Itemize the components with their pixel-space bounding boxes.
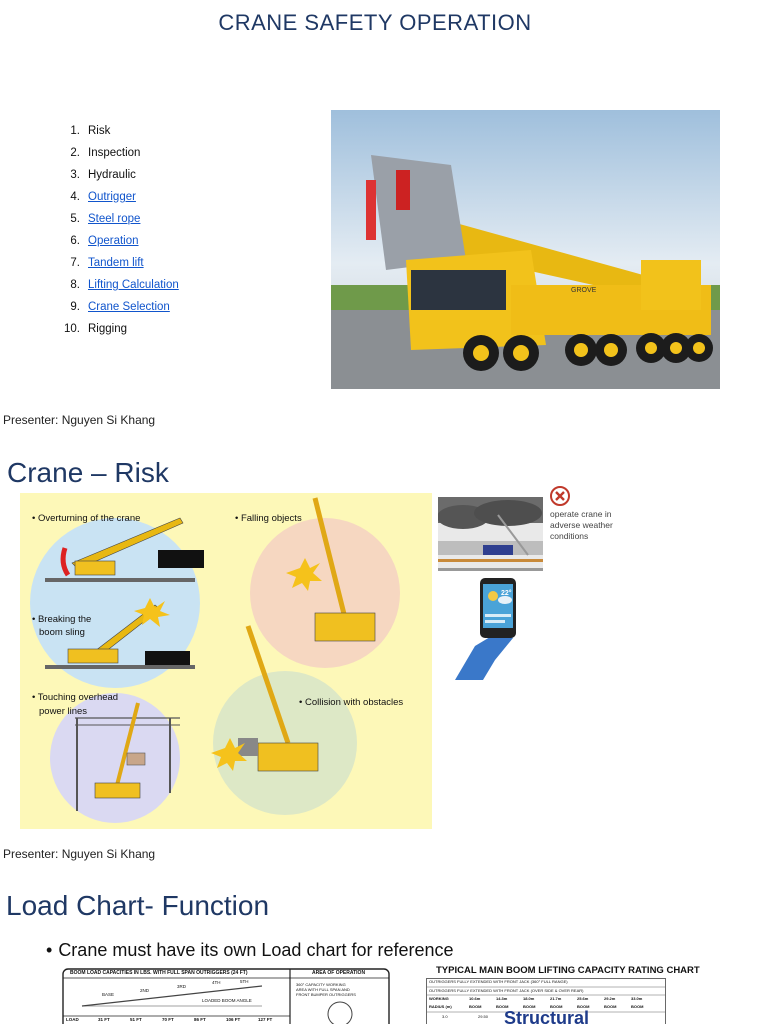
chart1-row-label: 70 FT (162, 1017, 174, 1022)
chart1-row-label: 51 FT (130, 1017, 142, 1022)
chart1-section: 4TH (212, 980, 221, 985)
chart2-cell: WORKING (429, 996, 449, 1001)
topic-link[interactable]: Operation (88, 235, 139, 247)
topic-item (58, 318, 179, 340)
chart1-section: 2ND (140, 988, 150, 993)
load-chart-image-2 (426, 978, 666, 1024)
bullet-text: Crane must have its own Load chart for reference (58, 940, 454, 960)
chart2-title: TYPICAL MAIN BOOM LIFTING CAPACITY RATING CHART (436, 965, 700, 976)
chart2-cell: 25.6m (577, 996, 589, 1001)
chart2-cell: BOOM (631, 1004, 644, 1009)
topic-number: 5. (70, 213, 80, 225)
chart1-angle-label: LOADED BOOM ANGLE (202, 998, 252, 1003)
slide3-title: Load Chart- Function (6, 890, 270, 921)
topic-number: 10. (64, 323, 80, 335)
chart2-cell: RADIUS (m) (429, 1004, 452, 1009)
chart1-section: 3RD (177, 984, 187, 989)
storm-weather-icon (438, 497, 543, 571)
chart2-cell: BOOM (469, 1004, 482, 1009)
chart2-cell: 29.2m (604, 996, 616, 1001)
risk-sling-label-1: • Breaking the (32, 614, 92, 625)
chart2-cell: BOOM (496, 1004, 509, 1009)
chart1-area-header: AREA OF OPERATION (312, 970, 366, 976)
photo-brand-text: GROVE (571, 287, 597, 294)
topic-number: 2. (70, 147, 80, 159)
chart1-area-text (296, 982, 356, 997)
weather-caption (550, 509, 630, 542)
topic-item[interactable] (58, 208, 179, 230)
chart1-row-label: 31 FT (98, 1017, 110, 1022)
risk-powerline-label-1: • Touching overhead (32, 692, 119, 703)
topic-number: 3. (70, 169, 80, 181)
topic-item (58, 142, 179, 164)
chart2-cell: 33.0m (631, 996, 643, 1001)
prohibited-x-icon (550, 486, 570, 506)
chart1-row-label: 86 FT (194, 1017, 206, 1022)
presenter-label: Presenter: Nguyen Si Khang (3, 413, 156, 427)
chart2-columns (429, 996, 658, 1001)
chart1-area-line: AREA WITH FULL SPAN AND (296, 987, 350, 992)
slide2-title: Crane – Risk (7, 457, 169, 488)
chart1-header: BOOM LOAD CAPACITIES IN LBS. WITH FULL SPAN OUTRIGGERS (24 FT) (70, 970, 248, 976)
topic-label: Rigging (88, 323, 127, 335)
topic-label: Hydraulic (88, 169, 136, 181)
topic-link[interactable]: Tandem lift (88, 257, 144, 269)
topic-item (58, 120, 179, 142)
topic-link[interactable]: Lifting Calculation (88, 279, 179, 291)
chart2-cell: BOOM (550, 1004, 563, 1009)
chart2-cell: 21.7m (550, 996, 562, 1001)
risk-collision-label: • Collision with obstacles (299, 697, 404, 708)
topic-link[interactable]: Crane Selection (88, 301, 170, 313)
weather-caption-line: conditions (550, 531, 589, 541)
risk-falling-label: • Falling objects (235, 513, 302, 524)
risk-powerline-label-2: power lines (39, 706, 88, 717)
topic-item (58, 164, 179, 186)
bullet-dot: • (46, 940, 53, 960)
topic-label: Inspection (88, 147, 141, 159)
chart1-area-line: FRONT BUMPER OUTRIGGERS (296, 992, 356, 997)
chart2-line2: OUTRIGGERS FULLY EXTENDED WITH FRONT JACK (OVER SIDE & OVER REAR) (429, 988, 584, 993)
topic-number: 4. (70, 191, 80, 203)
chart2-cell: 10.6m (469, 996, 481, 1001)
chart2-cell: 14.3m (496, 996, 508, 1001)
chart2-row-radius: 3.0 (442, 1014, 448, 1019)
topic-item[interactable] (58, 296, 179, 318)
chart2-cell: BOOM (577, 1004, 590, 1009)
topic-number: 7. (70, 257, 80, 269)
topic-link[interactable]: Steel rope (88, 213, 141, 225)
chart1-row-labels (66, 1017, 290, 1022)
risk-sling-label-2: boom sling (39, 627, 85, 638)
topic-item[interactable] (58, 230, 179, 252)
topic-number: 6. (70, 235, 80, 247)
phone-temp: 22° (501, 590, 512, 597)
chart1-section: BASE (102, 992, 115, 997)
chart1-area-line: 360° CAPACITY WORKING (296, 982, 346, 987)
topic-item[interactable] (58, 252, 179, 274)
topic-number: 1. (70, 125, 80, 137)
chart1-row-label: 106 FT (226, 1017, 241, 1022)
chart1-section: 5TH (240, 979, 249, 984)
topic-number: 8. (70, 279, 80, 291)
chart1-row-label: LOAD (66, 1017, 79, 1022)
topic-link[interactable]: Outrigger (88, 191, 136, 203)
topic-list (58, 120, 179, 340)
weather-caption-line: operate crane in (550, 509, 612, 519)
presenter-label: Presenter: Nguyen Si Khang (3, 847, 156, 861)
topic-number: 9. (70, 301, 80, 313)
load-chart-image-1 (62, 968, 390, 1024)
phone-weather-icon (455, 576, 525, 680)
chart2-row-value: 29.50 (478, 1014, 489, 1019)
risk-illustration-panel (20, 493, 432, 829)
chart2-cell: BOOM (523, 1004, 536, 1009)
topic-item[interactable] (58, 274, 179, 296)
slide1-title: CRANE SAFETY OPERATION (218, 10, 532, 35)
weather-caption-line: adverse weather (550, 520, 613, 530)
topic-label: Risk (88, 125, 111, 137)
chart2-cell: 18.0m (523, 996, 535, 1001)
topic-item[interactable] (58, 186, 179, 208)
chart2-line1: OUTRIGGERS FULLY EXTENDED WITH FRONT JACK (360° FULL RANGE) (429, 979, 568, 984)
risk-overturning-label: • Overturning of the crane (32, 513, 141, 524)
bullet-point (46, 940, 454, 961)
crane-photo (331, 110, 720, 389)
chart2-cell: BOOM (604, 1004, 617, 1009)
chart2-watermark: Structural (504, 1008, 590, 1024)
chart1-row-label: 127 FT (258, 1017, 273, 1022)
